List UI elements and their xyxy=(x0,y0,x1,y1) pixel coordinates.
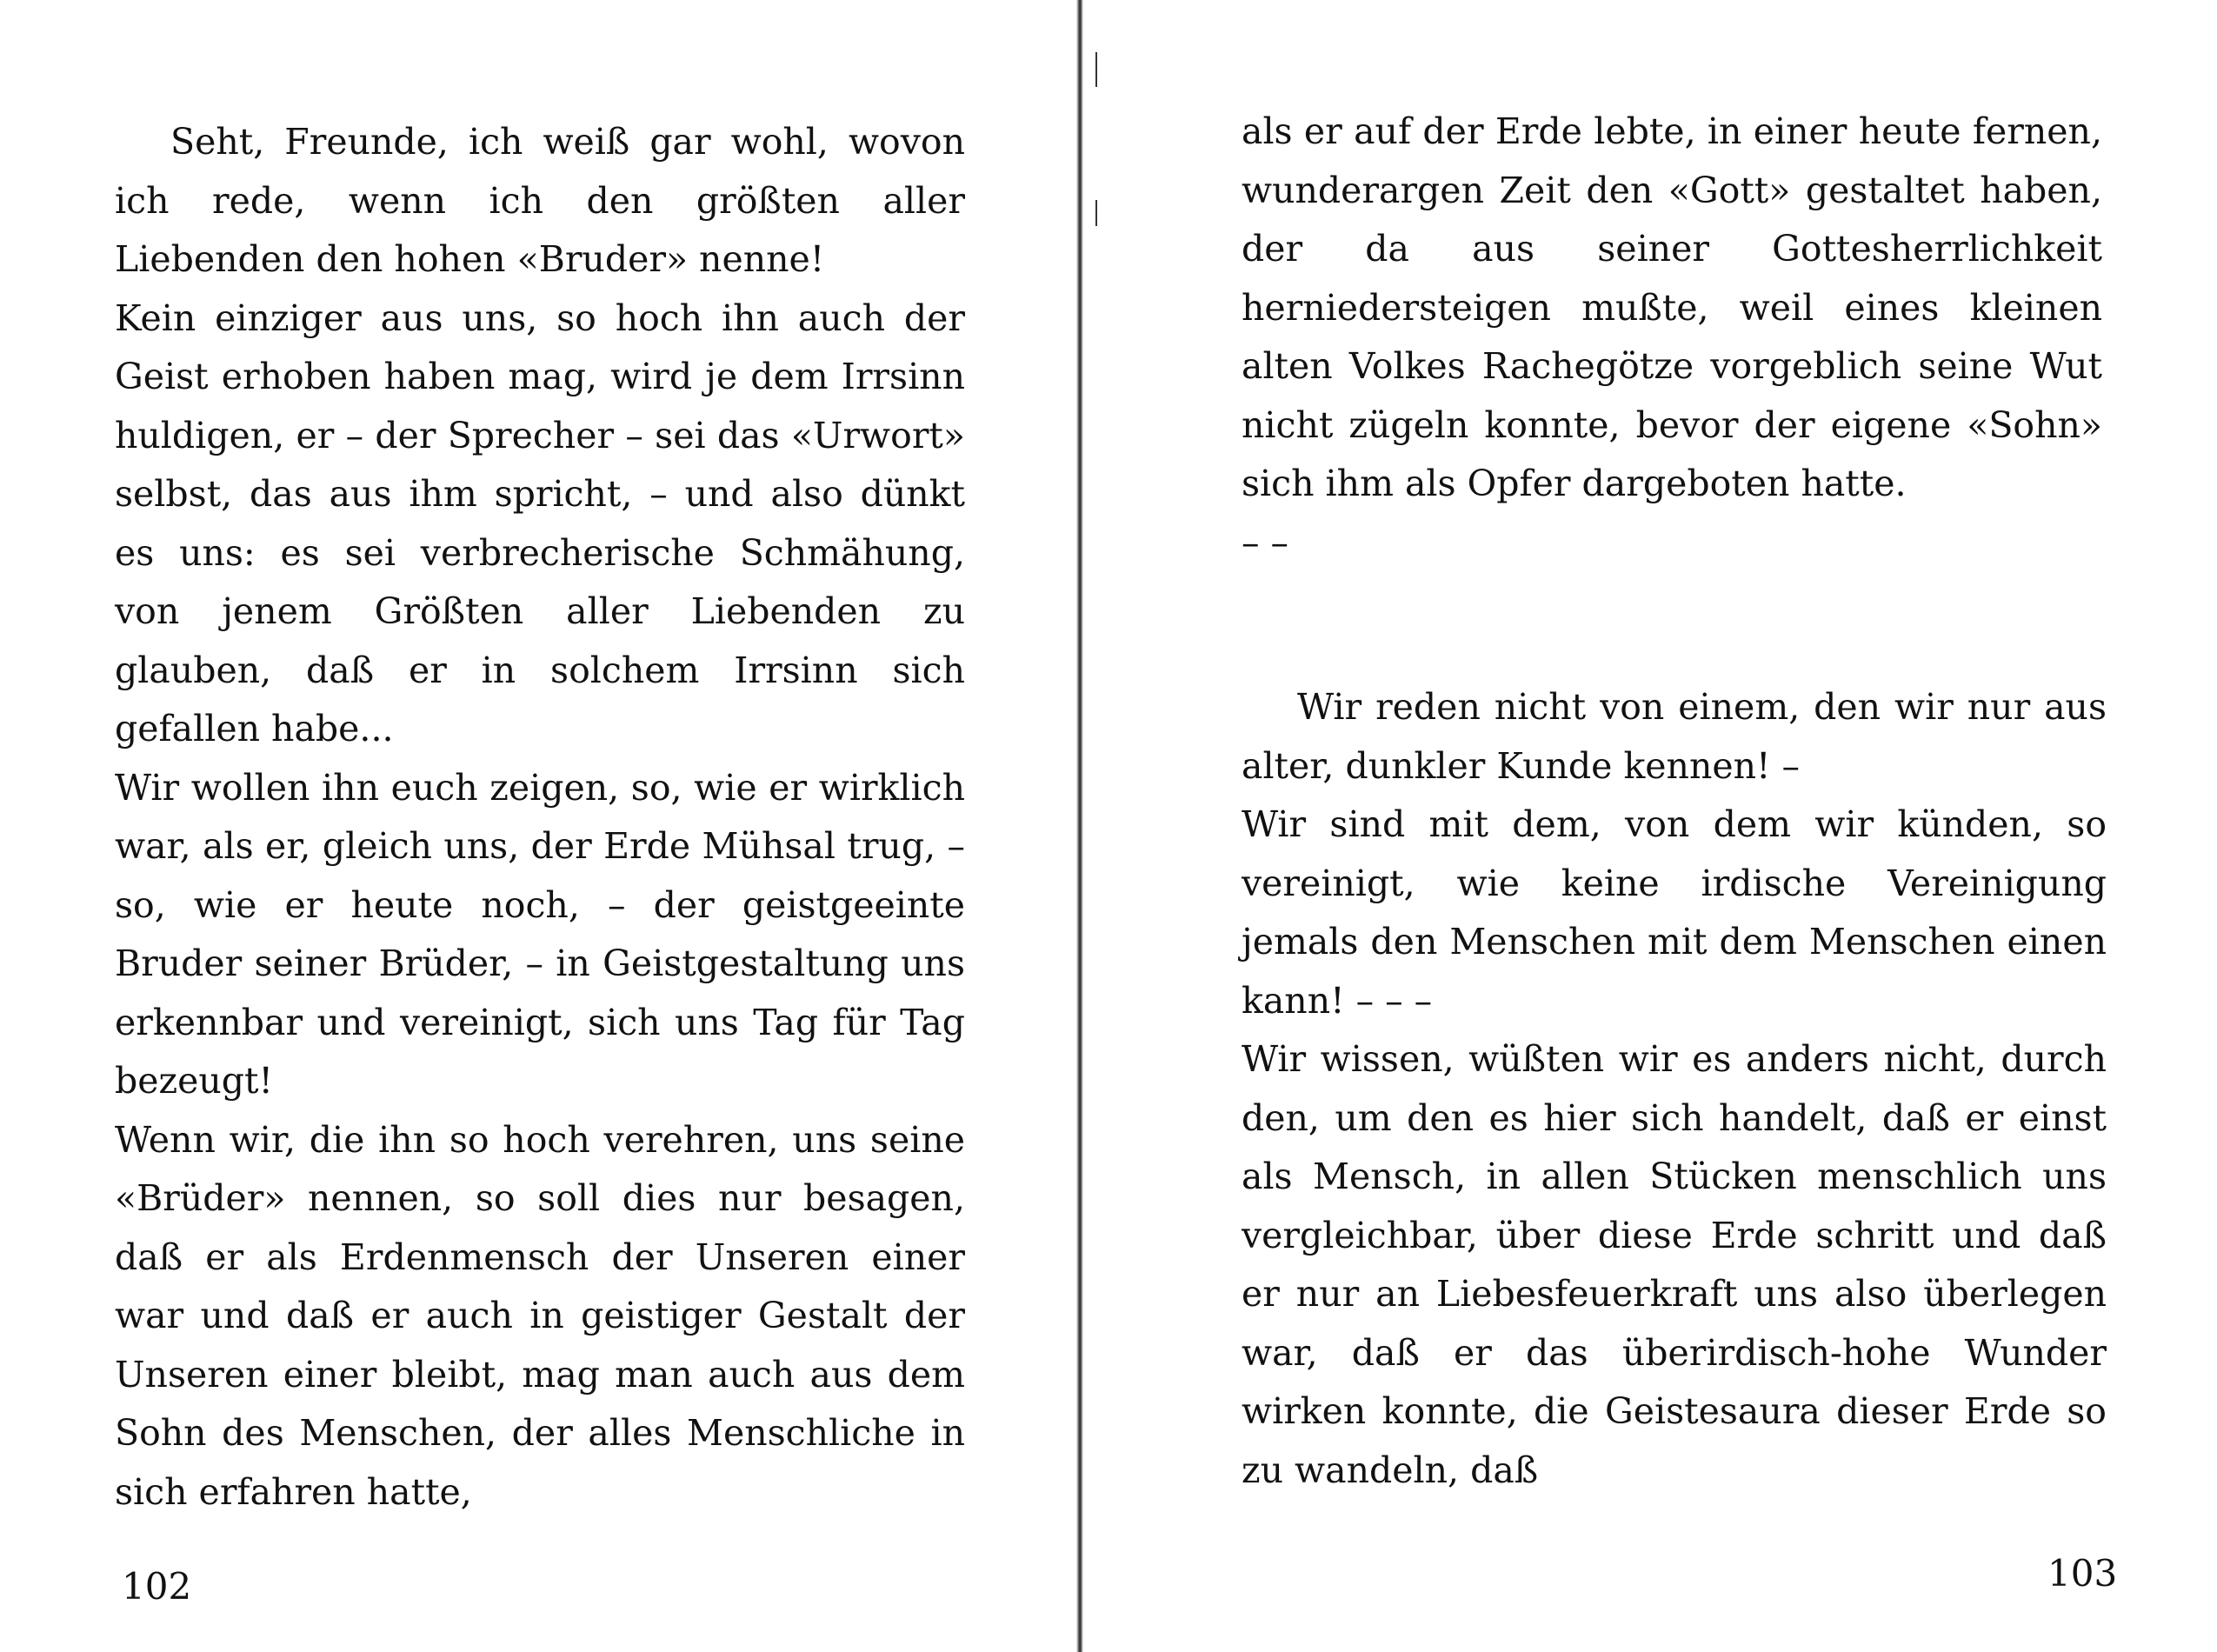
right-page-top-text xyxy=(1242,103,2102,572)
paragraph: Seht, Freunde, ich weiß gar wohl, wovon ich rede, wenn ich den größten aller Liebenden den hohen «Bruder» nenne! xyxy=(115,121,965,280)
right-page xyxy=(1082,0,2217,1652)
paragraph: Wir reden nicht von einem, den wir nur aus alter, dunkler Kunde kennen! – xyxy=(1242,686,2107,787)
page-number-right: 103 xyxy=(2047,1552,2118,1595)
paragraph: Wenn wir, die ihn so hoch verehren, uns seine «Brüder» nennen, so soll dies nur besagen, daß er als Erdenmensch der Unseren einer war und daß er auch in geistiger Gestalt der Unseren einer bleibt, mag man auch aus dem Sohn des Menschen, der alles Menschliche in sich erfahren hatte, xyxy=(115,1118,965,1513)
right-page-bottom-text xyxy=(1242,678,2107,1500)
page-number-left: 102 xyxy=(122,1565,192,1608)
paragraph: Wir sind mit dem, von dem wir künden, so vereinigt, wie keine irdische Vereinigung jemals den Menschen mit dem Menschen einen kann! – – – xyxy=(1242,803,2107,1022)
left-page xyxy=(0,0,1082,1652)
left-page-text xyxy=(115,113,965,1522)
paragraph: Wir wollen ihn euch zeigen, so, wie er wirklich war, als er, gleich uns, der Erde Mühsal trug, – so, wie er heute noch, – der geistgeeinte Bruder seiner Brüder, – in Geistgestaltung uns erkennbar und vereinigt, sich uns Tag für Tag bezeugt! xyxy=(115,766,965,1102)
paragraph: als er auf der Erde lebte, in einer heute fernen, wunderargen Zeit den «Gott» gestaltet haben, der da aus seiner Gottesherrlichkeit herniedersteigen mußte, weil eines kleinen alten Volkes Rachegötze vorgeblich seine Wut nicht zügeln konnte, bevor der eigene «Sohn» sich ihm als Opfer dargeboten hatte. xyxy=(1242,110,2102,504)
paragraph: Kein einziger aus uns, so hoch ihn auch der Geist erhoben haben mag, wird je dem Irrsinn huldigen, er – der Sprecher – sei das «Urwort» selbst, das aus ihm spricht, – und also dünkt es uns: es sei verbrecherische Schmähung, von jenem Größten aller Liebenden zu glauben, daß er in solchem Irrsinn sich gefallen habe... xyxy=(115,296,965,749)
section-dashes: – – xyxy=(1242,521,1289,563)
paragraph: Wir wissen, wüßten wir es anders nicht, durch den, um den es hier sich handelt, daß er einst als Mensch, in allen Stücken menschlich uns vergleichbar, über diese Erde schritt und daß er nur an Liebesfeuerkraft uns also überlegen war, daß er das überirdisch-hohe Wunder wirken konnte, die Geistesaura dieser Erde so zu wandeln, daß xyxy=(1242,1038,2107,1491)
